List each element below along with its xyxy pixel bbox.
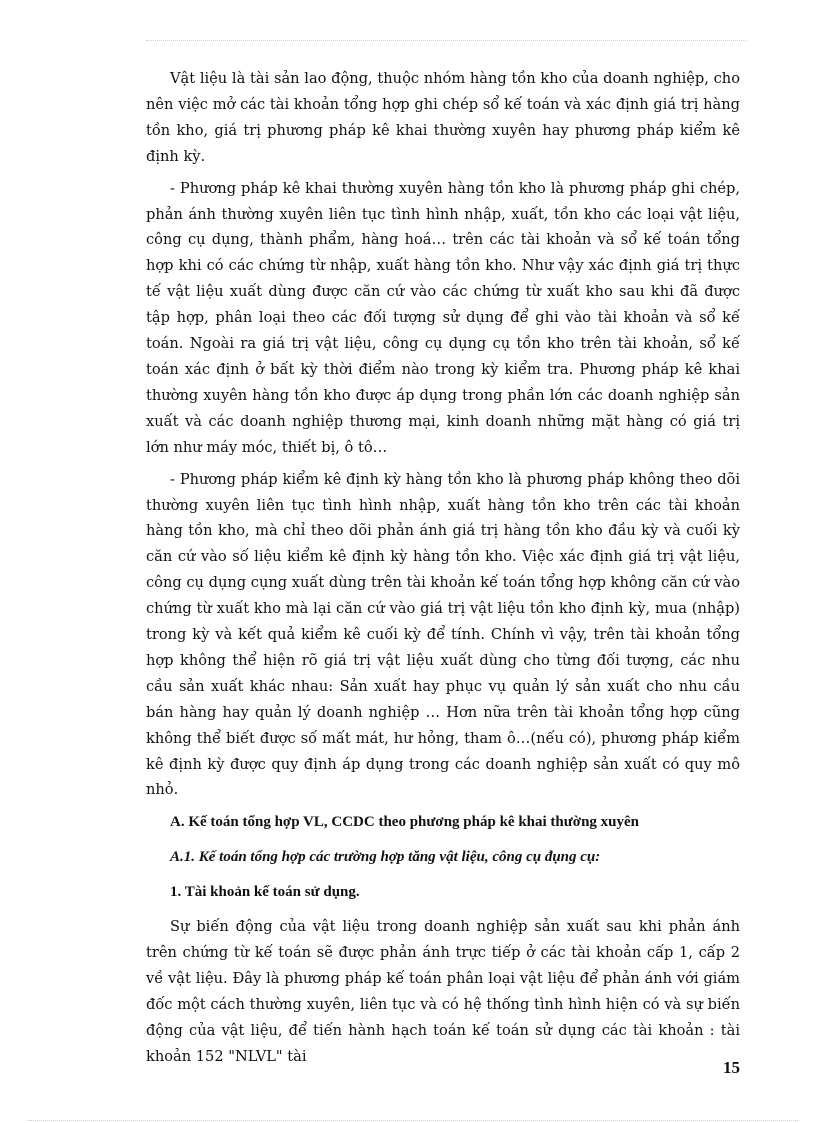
- heading-section-a: A. Kế toán tổng hợp VL, CCDC theo phương pháp kê khai thường xuyên: [170, 814, 640, 831]
- page-border-top: [146, 40, 746, 41]
- heading-section-a1: A.1. Kế toán tổng hợp các trường hợp tăng vật liệu, công cụ đụng cụ:: [170, 849, 601, 866]
- paragraph-periodic-method: - Phương pháp kiểm kê định kỳ hàng tồn kho là phương pháp không theo dõi thường xuyên liên tục tình hình nhập, xuất hàng tồn kho trên các tài khoản hàng tồn kho, mà chỉ theo dõi phản ánh giá trị hàng tồn kho đầu kỳ và cuối kỳ căn cứ vào số liệu kiểm kê định kỳ hàng tồn kho. Việc xác định giá trị vật liệu, công cụ dụng cụng xuất dùng trên tài khoản kế toán tổng hợp không căn cứ vào chứng từ xuất kho mà lại căn cứ vào giá trị vật liệu tồn kho định kỳ, mua (nhập) trong kỳ và kết quả kiểm kê cuối kỳ để tính. Chính vì vậy, trên tài khoản tổng hợp không thể hiện rõ giá trị vật liệu xuất dùng cho từng đối tượng, các nhu cầu sản xuất khác nhau: Sản xuất hay phục vụ quản lý sản xuất cho nhu cầu bán hàng hay quản lý doanh nghiệp … Hơn nữa trên tài khoản tổng hợp cũng không thể biết được số mất mát, hư hỏng, tham ô…(nếu có), phương pháp kiểm kê định kỳ được quy định áp dụng trong các doanh nghiệp sản xuất có quy mô nhỏ.: [146, 470, 740, 799]
- page-content: [146, 66, 740, 1076]
- paragraph-intro: Vật liệu là tài sản lao động, thuộc nhóm hàng tồn kho của doanh nghiệp, cho nên việc mở các tài khoản tổng hợp ghi chép sổ kế toán và xác định giá trị hàng tồn kho, giá trị phương pháp kê khai thường xuyên hay phương pháp kiểm kê định kỳ.: [146, 70, 740, 165]
- paragraph-perpetual-method: - Phương pháp kê khai thường xuyên hàng tồn kho là phương pháp ghi chép, phản ánh thường xuyên liên tục tình hình nhập, xuất, tồn kho các loại vật liệu, công cụ dụng, thành phẩm, hàng hoá… trên các tài khoản và sổ kế toán tổng hợp khi có các chứng từ nhập, xuất hàng tồn kho. Như vậy xác định giá trị thực tế vật liệu xuất dùng được căn cứ vào các chứng từ xuất kho sau khi đã được tập hợp, phân loại theo các đối tượng sử dụng để ghi vào tài khoản và sổ kế toán. Ngoài ra giá trị vật liệu, công cụ dụng cụ tồn kho trên tài khoản, sổ kế toán xác định ở bất kỳ thời điểm nào trong kỳ kiểm tra. Phương pháp kê khai thường xuyên hàng tồn kho được áp dụng trong phần lớn các doanh nghiệp sản xuất và các doanh nghiệp thương mại, kinh doanh những mặt hàng có giá trị lớn như máy móc, thiết bị, ô tô…: [146, 179, 740, 456]
- paragraph-material-changes: Sự biến động của vật liệu trong doanh nghiệp sản xuất sau khi phản ánh trên chứng từ kế toán sẽ được phản ánh trực tiếp ở các tài khoản cấp 1, cấp 2 về vật liệu. Đây là phương pháp kế toán phân loại vật liệu để phản ánh với giám đốc một cách thường xuyên, liên tục và có hệ thống tình hình hiện có và sự biến động của vật liệu, để tiến hành hạch toán kế toán sử dụng các tài khoản : tài khoản 152 "NLVL" tài: [146, 918, 740, 1065]
- page-border-bottom: [28, 1120, 798, 1121]
- page-number: 15: [723, 1058, 740, 1077]
- heading-accounts-used: 1. Tài khoản kế toán sử dụng.: [170, 884, 360, 901]
